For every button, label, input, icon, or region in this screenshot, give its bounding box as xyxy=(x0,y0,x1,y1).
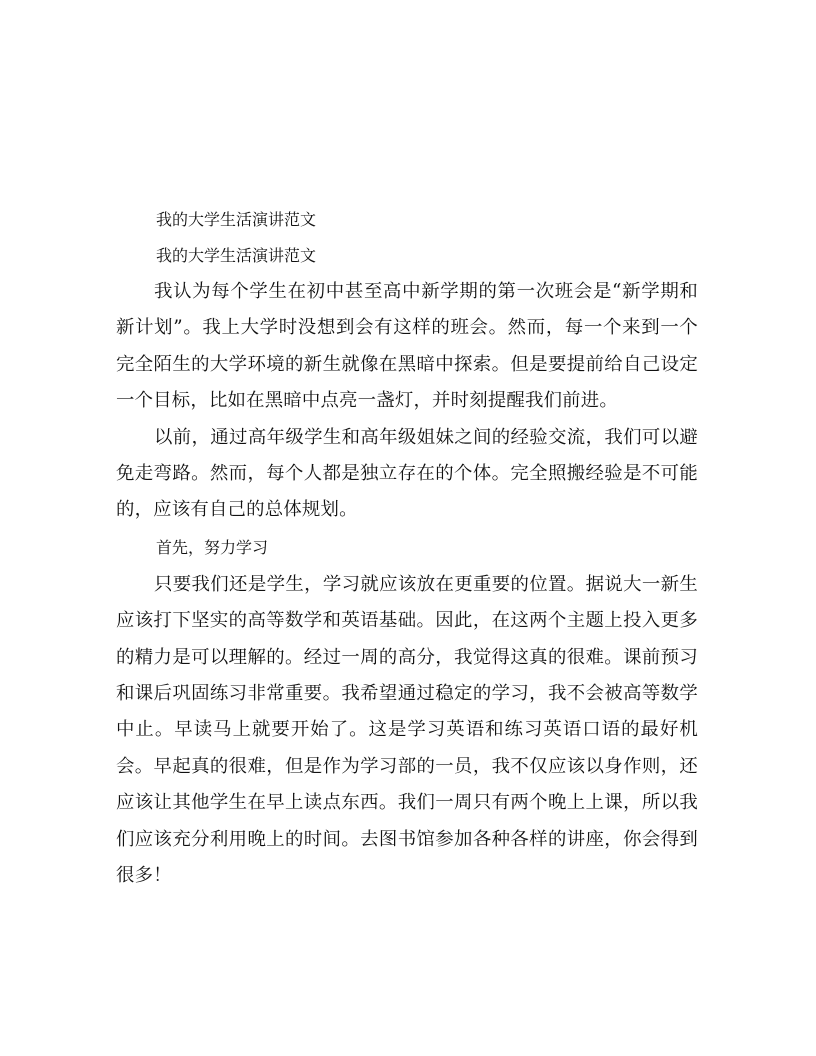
document-title: 我的大学生活演讲范文 xyxy=(156,210,317,229)
paragraph-experience: 以前，通过高年级学生和高年级姐妹之间的经验交流，我们可以避免走弯路。然而，每个人都是独立存在的个体。完全照搬经验是不可能的，应该有自己的总体规划。 xyxy=(116,426,698,521)
document-body xyxy=(116,202,698,895)
paragraph-intro: 我认为每个学生在初中甚至高中新学期的第一次班会是“新学期和新计划”。我上大学时没想到会有这样的班会。然而，每一个来到一个完全陌生的大学环境的新生就像在黑暗中探索。但是要提前给自己设定一个目标，比如在黑暗中点亮一盏灯，并时刻提醒我们前进。 xyxy=(116,281,698,412)
document-title-repeat: 我的大学生活演讲范文 xyxy=(156,246,317,265)
section-heading: 首先，努力学习 xyxy=(156,537,269,557)
paragraph-study: 只要我们还是学生，学习就应该放在更重要的位置。据说大一新生应该打下坚实的高等数学和英语基础。因此，在这两个主题上投入更多的精力是可以理解的。经过一周的高分，我觉得这真的很难。课前预习和课后巩固练习非常重要。我希望通过稳定的学习，我不会被高等数学中止。早读马上就要开始了。这是学习英语和练习英语口语的最好机会。早起真的很难，但是作为学习部的一员，我不仅应该以身作则，还应该让其他学生在早上读点东西。我们一周只有两个晚上上课，所以我们应该充分利用晚上的时间。去图书馆参加各种各样的讲座，你会得到很多！ xyxy=(116,573,698,887)
